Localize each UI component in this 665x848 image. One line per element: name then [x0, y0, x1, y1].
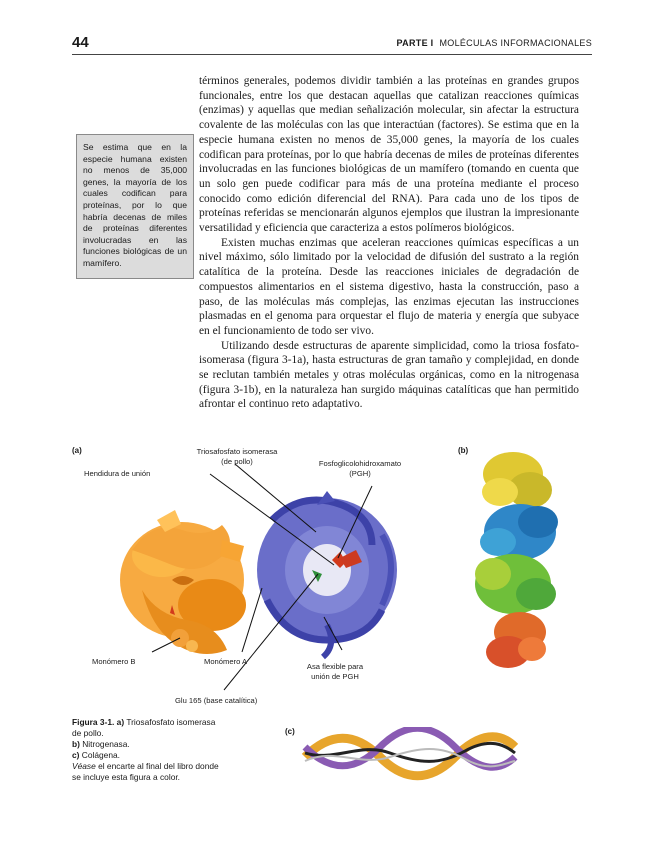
caption-c-text: Colágena. [81, 750, 120, 760]
label-pgh [300, 459, 420, 478]
label-triosa-line2: (de pollo) [221, 456, 253, 466]
figure-b-nitrogenase [458, 444, 578, 684]
caption-note-italic: Véase [72, 761, 96, 771]
body-text [199, 74, 579, 412]
label-triosa [182, 447, 292, 466]
paragraph-2: Existen muchas enzimas que aceleran reacciones químicas específicas a un nivel máximo, sólo limitado por la velocidad de difusión del sustrato a la región catalítica de la proteína. Desde las reacciones iniciales de degradación de compuestos alimentarios en el sistema digestivo, hasta la construcción, paso a paso, de las moléculas más complejas, las enzimas ejecutan las instrucciones plasmadas en el genoma para orquestar el flujo de materia y energía que subyace en el funcionamiento de todo ser vivo. [199, 236, 579, 337]
part-label: PARTE I [396, 38, 434, 48]
caption-line2: de pollo. [72, 728, 104, 738]
label-asa-line1: Asa flexible para [306, 662, 364, 671]
page-number: 44 [72, 34, 89, 51]
caption-title-bold: Figura 3-1. a) [72, 717, 125, 727]
label-pgh-line1: Fosfoglicolohidroxamato [318, 459, 402, 468]
label-monomero-b: Monómero B [92, 657, 136, 666]
panel-b-label: (b) [458, 446, 469, 455]
running-title [397, 38, 592, 48]
figure-c-collagen [300, 727, 520, 783]
caption-title-rest: Triosafosfato isomerasa [126, 717, 216, 727]
caption-b-bold: b) [72, 739, 80, 749]
label-glu165: Glu 165 (base catalítica) [175, 696, 258, 705]
caption-b-text: Nitrogenasa. [82, 739, 130, 749]
paragraph-1: términos generales, podemos dividir también a las proteínas en grandes grupos funcionales, entre los que destacan aquellas que catalizan reacciones químicas (enzimas) y aquellas que median señalización molecular, sin afectar la estructura covalente de las moléculas con las que interactúan (factores). Se estima que en la especie humana existen no menos de 35,000 genes, la mayoría de los cuales codifican para proteínas, por lo que habría decenas de miles de proteínas diferentes involucradas en las funciones biológicas de un mamífero (tomando en cuenta que un solo gen puede codificar para más de una proteína mediante el proceso conocido como edición diferencial del RNA). Para cada uno de los tipos de proteínas referidas se mencionarán algunos ejemplos que ilustran la impresionante versatilidad y eficiencia que caracteriza a estos polímeros biológicos. [199, 75, 579, 235]
panel-a-label: (a) [72, 446, 82, 455]
panel-c-label: (c) [285, 727, 295, 736]
figure-caption [72, 717, 277, 783]
label-monomero-a: Monómero A [204, 657, 248, 666]
caption-note-line2: se incluye esta figura a color. [72, 772, 181, 782]
label-pgh-line2: (PGH) [349, 468, 371, 478]
label-asa-line2: unión de PGH [311, 671, 359, 681]
caption-note-rest: el encarte al final del libro donde [98, 761, 219, 771]
part-title: MOLÉCULAS INFORMACIONALES [439, 38, 592, 48]
label-triosa-line1: Triosafosfato isomerasa [196, 447, 278, 456]
figure-a-tim-structure [72, 440, 452, 710]
paragraph-3: Utilizando desde estructuras de aparente simplicidad, como la triosa fosfato-isomerasa (figura 3-1a), hasta estructuras de gran tamaño y complejidad, en donde se reclutan también metales y otras moléculas orgánicas, como en la nitrogenasa (figura 3-1b), en la naturaleza han surgido máquinas catalíticas que han permitido afrontar el continuo reto adaptativo. [199, 339, 579, 411]
monomer-a-ribbon [257, 491, 397, 657]
margin-note: Se estima que en la especie humana existen no menos de 35,000 genes, la mayoría de los cuales codifican para proteínas, por lo que habría decenas de miles de proteínas diferentes involucradas en las funciones biológicas de un mamífero. [76, 134, 194, 279]
caption-c-bold: c) [72, 750, 80, 760]
monomer-b-ribbon [120, 510, 246, 654]
running-header [72, 36, 592, 55]
label-asa-flexible [290, 662, 380, 681]
label-hendidura: Hendidura de unión [84, 469, 151, 478]
